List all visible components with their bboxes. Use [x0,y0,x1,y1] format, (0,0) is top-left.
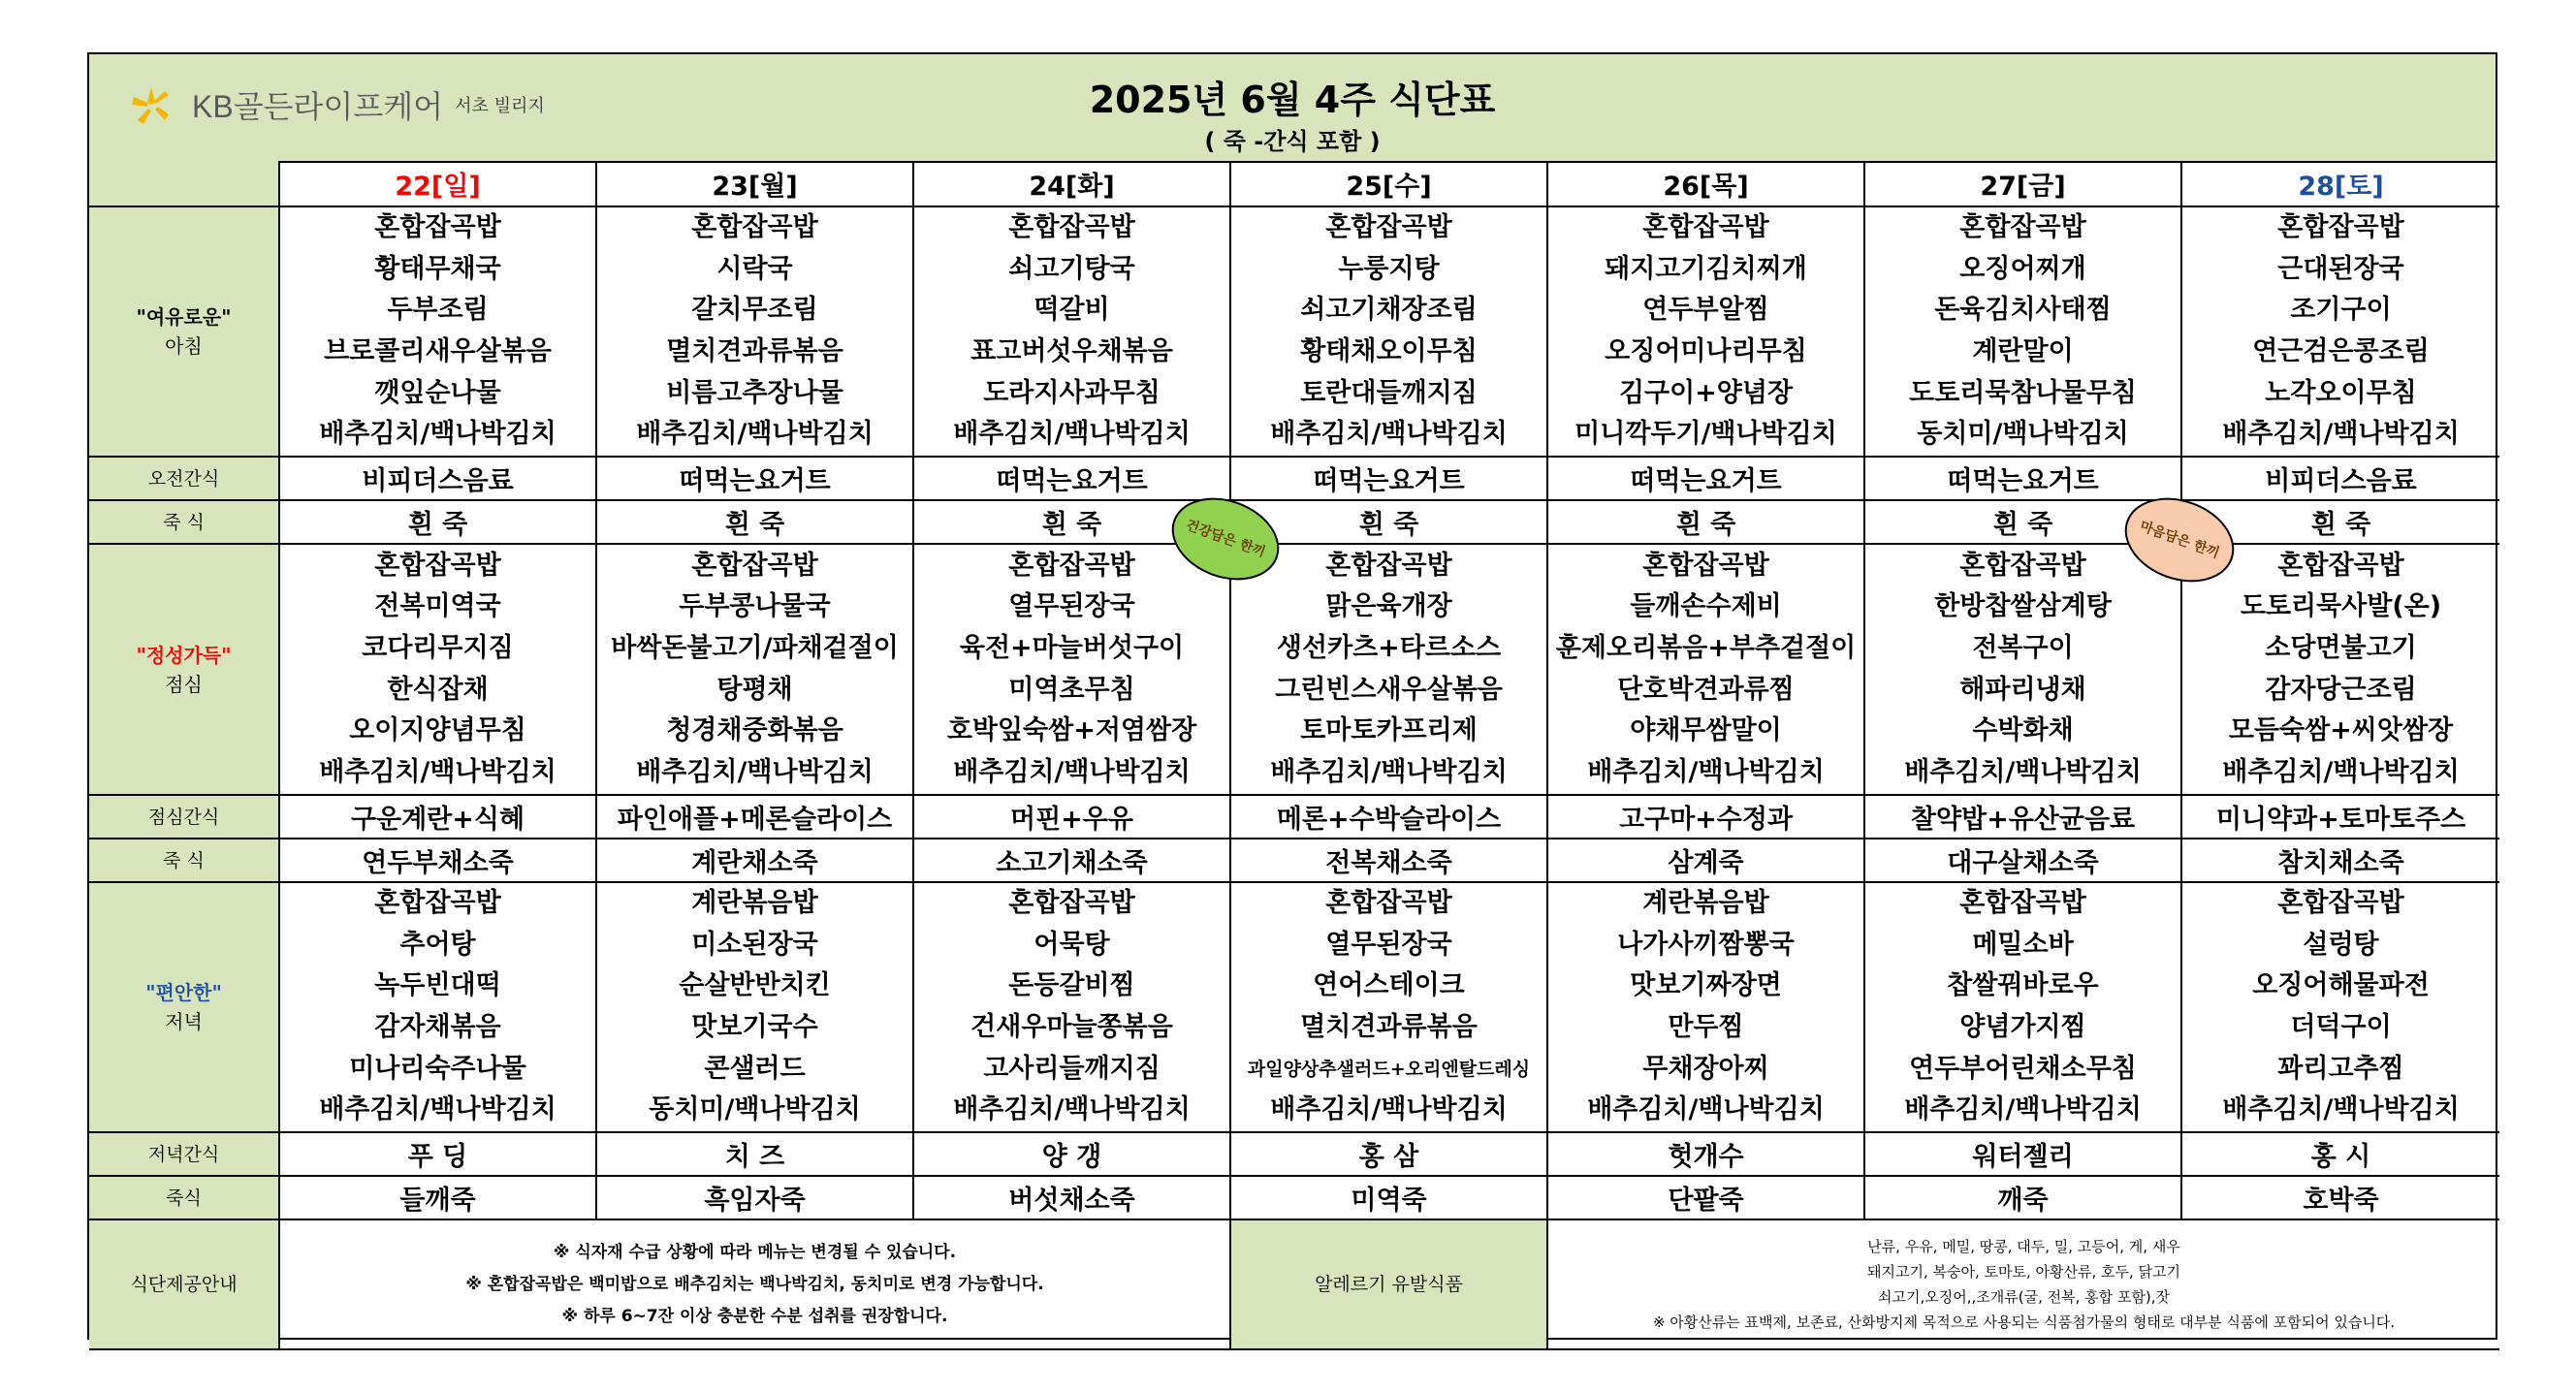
dinner-menu-item: 배추김치/백나박김치 [1904,1094,2142,1125]
porridge1-item: 흰 죽 [1230,500,1547,544]
breakfast-menu-item: 두부조림 [387,295,489,326]
dinner-menu-item: 맛보기국수 [691,1012,818,1042]
porridge1-item: 흰 죽 [1547,500,1864,544]
health-bubble: 건강담은 한끼 [1161,484,1290,594]
lunch-menu-item: 단호박견과류찜 [1617,674,1795,705]
am_snack-item: 떠먹는요거트 [596,457,913,500]
lunch-day-cell [2181,544,2499,795]
breakfast-menu-item: 깻잎순나물 [374,377,501,408]
breakfast-day-cell [1547,206,1864,457]
am_snack-item: 비피더스음료 [279,457,596,500]
breakfast-menu-item: 노각오이무침 [2265,377,2417,408]
porridge1-item: 흰 죽 [596,500,913,544]
dinner_snack-item: 양 갱 [913,1132,1230,1176]
breakfast-menu-item: 혼합잡곡밥 [1959,212,2086,243]
lunch-menu-item: 수박화채 [1972,715,2074,746]
dinner-menu-item: 찹쌀꿔바로우 [1947,970,2099,1001]
dinner-menu-item: 설렁탕 [2303,929,2379,960]
dinner_snack-label: 저녁간식 [89,1132,279,1176]
day-header: 25[수] [1230,161,1547,206]
breakfast-menu-item: 혼합잡곡밥 [1642,212,1769,243]
breakfast-menu-item: 동치미/백나박김치 [1917,419,2129,450]
lunch-menu-item: 소당면불고기 [2265,632,2417,663]
dinner-menu-item: 계란볶음밥 [1642,888,1769,919]
porridge2-item: 계란채소죽 [596,839,913,882]
breakfast-menu-item: 배추김치/백나박김치 [1270,419,1508,450]
allergy-line: 돼지고기, 복숭아, 토마토, 아황산류, 호두, 닭고기 [1867,1263,2180,1281]
lunch-menu-item: 코다리무지짐 [362,632,514,663]
lunch-menu-item: 혼합잡곡밥 [691,550,818,581]
dinner-menu-item: 혼합잡곡밥 [2277,888,2404,919]
dinner-menu-item: 멸치견과류볶음 [1300,1012,1478,1042]
breakfast-menu-item: 황태무채국 [374,253,501,284]
allergy-line: 쇠고기,오징어,,조개류(굴, 전복, 홍합 포함),잣 [1878,1288,2170,1306]
info-label: 식단제공안내 [89,1219,279,1349]
lunch-menu-item: 한방찹쌀삼계탕 [1934,591,2112,622]
dinner-menu-item: 나가사끼짬뽕국 [1617,929,1795,960]
allergy-label: 알레르기 유발식품 [1230,1219,1547,1349]
info-note-line: ※ 식자재 수급 상황에 따라 메뉴는 변경될 수 있습니다. [553,1242,957,1262]
porridge3-item: 깨죽 [1864,1176,2181,1219]
day-header: 24[화] [913,161,1230,206]
porridge2-item: 대구살채소죽 [1864,839,2181,882]
porridge1-item: 흰 죽 [2181,500,2499,544]
dinner-menu-item: 과일양상추샐러드+오리엔탈드레싱 [1247,1058,1531,1080]
dinner-day-cell [913,882,1230,1132]
lunch-menu-item: 한식잡채 [387,674,489,705]
dinner-menu-item: 혼합잡곡밥 [1325,888,1452,919]
breakfast-menu-item: 조기구이 [2290,295,2392,326]
lunch-menu-item: 배추김치/백나박김치 [636,756,874,787]
lunch-menu-item: 혼합잡곡밥 [1642,550,1769,581]
breakfast-menu-item: 계란말이 [1972,336,2074,366]
breakfast-menu-item: 미니깍두기/백나박김치 [1574,419,1837,450]
lunch-menu-item: 들깨손수제비 [1630,591,1782,622]
allergy-notes [1547,1219,2499,1349]
porridge2-label: 죽 식 [89,839,279,882]
breakfast-day-cell [279,206,596,457]
lunch-menu-item: 오이지양념무침 [349,715,526,746]
dinner-menu-item: 열무된장국 [1325,929,1452,960]
lunch-menu-item: 배추김치/백나박김치 [1904,756,2142,787]
dinner-row [89,882,2499,1132]
breakfast-menu-item: 혼합잡곡밥 [1325,212,1452,243]
lunch-menu-item: 감자당근조림 [2265,674,2417,705]
lunch-menu-item: 전복구이 [1972,632,2074,663]
lunch_snack-item: 고구마+수정과 [1547,795,1864,839]
lunch_snack-item: 머핀+우유 [913,795,1230,839]
dinner-menu-item: 배추김치/백나박김치 [2222,1094,2460,1125]
lunch-day-cell [913,544,1230,795]
dinner_snack-item: 홍 삼 [1230,1132,1547,1176]
breakfast-label: 아침 [165,334,203,358]
porridge3-item: 단팥죽 [1547,1176,1864,1219]
breakfast-menu-item: 김구이+양념장 [1618,377,1794,408]
dinner-menu-item: 녹두빈대떡 [374,970,501,1001]
day-header: 28[토] [2181,161,2499,206]
info-notes [279,1219,1230,1349]
menu-sheet [87,52,2497,1340]
dinner-menu-item: 혼합잡곡밥 [1959,888,2086,919]
brand-name: KB골든라이프케어 [192,89,444,124]
lunch-menu-item: 탕평채 [716,674,793,705]
dinner-day-cell [596,882,913,1132]
lunch-menu-item: 혼합잡곡밥 [2277,550,2404,581]
dinner-menu-item: 오징어해물파전 [2252,970,2430,1001]
porridge3-item: 버섯채소죽 [913,1176,1230,1219]
am_snack-item: 떠먹는요거트 [1230,457,1547,500]
breakfast-menu-item: 연근검은콩조림 [2252,336,2430,366]
lunch-menu-item: 야채무쌈말이 [1630,715,1782,746]
breakfast-menu-item: 갈치무조림 [691,295,818,326]
dinner-quote: "편안한" [145,981,222,1004]
porridge2-item: 참치채소죽 [2181,839,2499,882]
lunch_snack-label: 점심간식 [89,795,279,839]
lunch-menu-item: 혼합잡곡밥 [1325,550,1452,581]
dinner-day-cell [1864,882,2181,1132]
dinner-menu-item: 동치미/백나박김치 [649,1094,861,1125]
am_snack-label: 오전간식 [89,457,279,500]
dinner-menu-item: 미나리숙주나물 [349,1053,526,1084]
lunch_snack-item: 메론+수박슬라이스 [1230,795,1547,839]
dinner-menu-item: 추어탕 [399,929,476,960]
lunch-menu-item: 열무된장국 [1008,591,1135,622]
breakfast-menu-item: 누룽지탕 [1338,253,1440,284]
breakfast-menu-item: 비름고추장나물 [666,377,843,408]
porridge1-label: 죽 식 [89,500,279,544]
breakfast-quote: "여유로운" [136,305,232,329]
breakfast-label-cell [89,206,279,457]
porridge3-label: 죽식 [89,1176,279,1219]
breakfast-menu-item: 근대된장국 [2277,253,2404,284]
lunch-menu-item: 배추김치/백나박김치 [1270,756,1508,787]
breakfast-menu-item: 브로콜리새우살볶음 [324,336,552,366]
lunch-menu-item: 그린빈스새우살볶음 [1275,674,1503,705]
lunch-day-cell [1547,544,1864,795]
porridge2-item: 삼계죽 [1547,839,1864,882]
lunch-menu-item: 배추김치/백나박김치 [1587,756,1825,787]
dinner-day-cell [1230,882,1547,1132]
dinner-day-cell [2181,882,2499,1132]
dinner_snack-item: 헛개수 [1547,1132,1864,1176]
breakfast-menu-item: 혼합잡곡밥 [691,212,818,243]
breakfast-menu-item: 도라지사과무침 [983,377,1161,408]
lunch-menu-item: 해파리냉채 [1959,674,2086,705]
breakfast-menu-item: 표고버섯우채볶음 [970,336,1173,366]
dinner-label-cell [89,882,279,1132]
lunch-menu-item: 두부콩나물국 [679,591,831,622]
breakfast-menu-item: 시락국 [716,253,793,284]
dinner-menu-item: 돈등갈비찜 [1008,970,1135,1001]
dinner_snack-row [89,1132,2499,1176]
lunch-day-cell [279,544,596,795]
lunch-day-cell [1864,544,2181,795]
porridge1-item: 흰 죽 [913,500,1230,544]
dinner-menu-item: 감자채볶음 [374,1012,501,1042]
porridge2-item: 전복채소죽 [1230,839,1547,882]
porridge3-item: 미역죽 [1230,1176,1547,1219]
breakfast-day-cell [2181,206,2499,457]
day-header: 23[월] [596,161,913,206]
porridge1-item: 흰 죽 [1864,500,2181,544]
lunch-quote: "정성가득" [136,643,232,667]
branch-name: 서초 빌리지 [455,96,545,116]
info-row [89,1219,2499,1349]
porridge2-row [89,839,2499,882]
lunch-menu-item: 바싹돈불고기/파채겉절이 [611,632,899,663]
page-subtitle: ( 죽 -간식 포함 ) [1204,128,1381,155]
lunch-menu-item: 훈제오리볶음+부추겉절이 [1555,632,1857,663]
dinner-menu-item: 만두찜 [1668,1012,1744,1042]
breakfast-menu-item: 떡갈비 [1034,295,1110,326]
breakfast-menu-item: 돈육김치사태찜 [1934,295,2112,326]
lunch_snack-item: 찰약밥+유산균음료 [1864,795,2181,839]
day-header: 26[목] [1547,161,1864,206]
dinner_snack-item: 치 즈 [596,1132,913,1176]
dinner-menu-item: 무채장아찌 [1642,1053,1769,1084]
porridge2-item: 연두부채소죽 [279,839,596,882]
header [89,54,2496,163]
breakfast-row [89,206,2499,457]
lunch-menu-item: 미역초무침 [1008,674,1135,705]
breakfast-menu-item: 황태채오이무침 [1300,336,1478,366]
breakfast-day-cell [596,206,913,457]
dinner_snack-item: 워터젤리 [1864,1132,2181,1176]
day-header: 22[일] [279,161,596,206]
allergy-line: ※ 아황산류는 표백제, 보존료, 산화방지제 목적으로 사용되는 식품첨가물의 형태로 대부분 식품에 포함되어 있습니다. [1652,1314,2396,1331]
dinner-menu-item: 콘샐러드 [704,1053,806,1084]
dinner-menu-item: 어묵탕 [1034,929,1110,960]
lunch_snack-row [89,795,2499,839]
lunch-day-cell [1230,544,1547,795]
am_snack-item: 떠먹는요거트 [913,457,1230,500]
lunch-menu-item: 혼합잡곡밥 [1008,550,1135,581]
dinner-menu-item: 순살반반치킨 [679,970,831,1001]
am_snack-item: 떠먹는요거트 [1864,457,2181,500]
lunch-row [89,544,2499,795]
day-header-row [89,161,2499,206]
breakfast-menu-item: 배추김치/백나박김치 [636,419,874,450]
breakfast-day-cell [1230,206,1547,457]
day-header: 27[금] [1864,161,2181,206]
breakfast-menu-item: 오징어찌개 [1959,253,2086,284]
breakfast-menu-item: 연두부알찜 [1642,295,1769,326]
breakfast-menu-item: 배추김치/백나박김치 [2222,419,2460,450]
breakfast-menu-item: 멸치견과류볶음 [666,336,843,366]
dinner-menu-item: 혼합잡곡밥 [374,888,501,919]
dinner-menu-item: 더덕구이 [2290,1012,2392,1042]
am_snack-item: 비피더스음료 [2181,457,2499,500]
lunch-menu-item: 배추김치/백나박김치 [2222,756,2460,787]
dinner_snack-item: 홍 시 [2181,1132,2499,1176]
breakfast-day-cell [913,206,1230,457]
dinner-menu-item: 메밀소바 [1972,929,2074,960]
lunch-menu-item: 배추김치/백나박김치 [953,756,1191,787]
breakfast-menu-item: 쇠고기채장조림 [1300,295,1478,326]
dinner-menu-item: 배추김치/백나박김치 [1270,1094,1508,1125]
breakfast-day-cell [1864,206,2181,457]
dinner-menu-item: 혼합잡곡밥 [1008,888,1135,919]
dinner-menu-item: 맛보기짜장면 [1630,970,1782,1001]
lunch_snack-item: 미니약과+토마토주스 [2181,795,2499,839]
dinner-menu-item: 고사리들깨지짐 [983,1053,1161,1084]
info-note-line: ※ 하루 6~7잔 이상 충분한 수분 섭취를 권장합니다. [561,1306,948,1326]
lunch_snack-item: 파인애플+메론슬라이스 [596,795,913,839]
porridge1-item: 흰 죽 [279,500,596,544]
lunch-menu-item: 생선카츠+타르소스 [1276,632,1502,663]
dinner-menu-item: 건새우마늘쫑볶음 [970,1012,1173,1042]
lunch-label-cell [89,544,279,795]
dinner-day-cell [279,882,596,1132]
info-note-line: ※ 혼합잡곡밥은 백미밥으로 배추김치는 백나박김치, 동치미로 변경 가능합니다. [465,1274,1044,1294]
lunch-menu-item: 호박잎숙쌈+저염쌈장 [946,715,1197,746]
dinner-menu-item: 양념가지찜 [1959,1012,2086,1042]
lunch-day-cell [596,544,913,795]
lunch-menu-item: 모듬숙쌈+씨앗쌈장 [2228,715,2454,746]
lunch-menu-item: 도토리묵사발(온) [2240,591,2442,622]
allergy-line: 난류, 우유, 메밀, 땅콩, 대두, 밀, 고등어, 게, 새우 [1867,1238,2180,1255]
porridge3-item: 호박죽 [2181,1176,2499,1219]
dinner-label: 저녁 [165,1010,203,1033]
dinner-menu-item: 미소된장국 [691,929,818,960]
lunch-menu-item: 청경채중화볶음 [666,715,843,746]
breakfast-menu-item: 배추김치/백나박김치 [953,419,1191,450]
menu-table [89,161,2499,1350]
lunch-menu-item: 육전+마늘버섯구이 [959,632,1185,663]
page-title: 2025년 6월 4주 식단표 [1089,79,1496,121]
dinner-menu-item: 연어스테이크 [1313,970,1465,1001]
dinner-menu-item: 배추김치/백나박김치 [953,1094,1191,1125]
lunch-menu-item: 배추김치/백나박김치 [319,756,557,787]
breakfast-menu-item: 혼합잡곡밥 [374,212,501,243]
lunch-menu-item: 혼합잡곡밥 [374,550,501,581]
heart-bubble: 마음담은 한끼 [2113,484,2245,597]
am_snack-row [89,457,2499,500]
dinner-menu-item: 배추김치/백나박김치 [319,1094,557,1125]
porridge3-item: 들깨죽 [279,1176,596,1219]
dinner-menu-item: 연두부어린채소무침 [1909,1053,2137,1084]
dinner-menu-item: 계란볶음밥 [691,888,818,919]
corner-cell [89,161,279,206]
breakfast-menu-item: 배추김치/백나박김치 [319,419,557,450]
breakfast-menu-item: 도토리묵참나물무침 [1909,377,2137,408]
dinner-day-cell [1547,882,1864,1132]
lunch_snack-item: 구운계란+식혜 [279,795,596,839]
breakfast-menu-item: 토란대들깨지짐 [1300,377,1478,408]
porridge2-item: 소고기채소죽 [913,839,1230,882]
dinner-menu-item: 배추김치/백나박김치 [1587,1094,1825,1125]
porridge3-item: 흑임자죽 [596,1176,913,1219]
breakfast-menu-item: 혼합잡곡밥 [1008,212,1135,243]
lunch-menu-item: 맑은육개장 [1325,591,1452,622]
porridge3-row [89,1176,2499,1219]
lunch-menu-item: 토마토카프리제 [1300,715,1478,746]
breakfast-menu-item: 쇠고기탕국 [1008,253,1135,284]
am_snack-item: 떠먹는요거트 [1547,457,1864,500]
breakfast-menu-item: 혼합잡곡밥 [2277,212,2404,243]
breakfast-menu-item: 돼지고기김치찌개 [1605,253,1807,284]
dinner-menu-item: 꽈리고추찜 [2277,1053,2404,1084]
lunch-label: 점심 [165,672,203,696]
dinner_snack-item: 푸 딩 [279,1132,596,1176]
lunch-menu-item: 전복미역국 [374,591,501,622]
breakfast-menu-item: 오징어미나리무침 [1605,336,1807,366]
lunch-menu-item: 혼합잡곡밥 [1959,550,2086,581]
